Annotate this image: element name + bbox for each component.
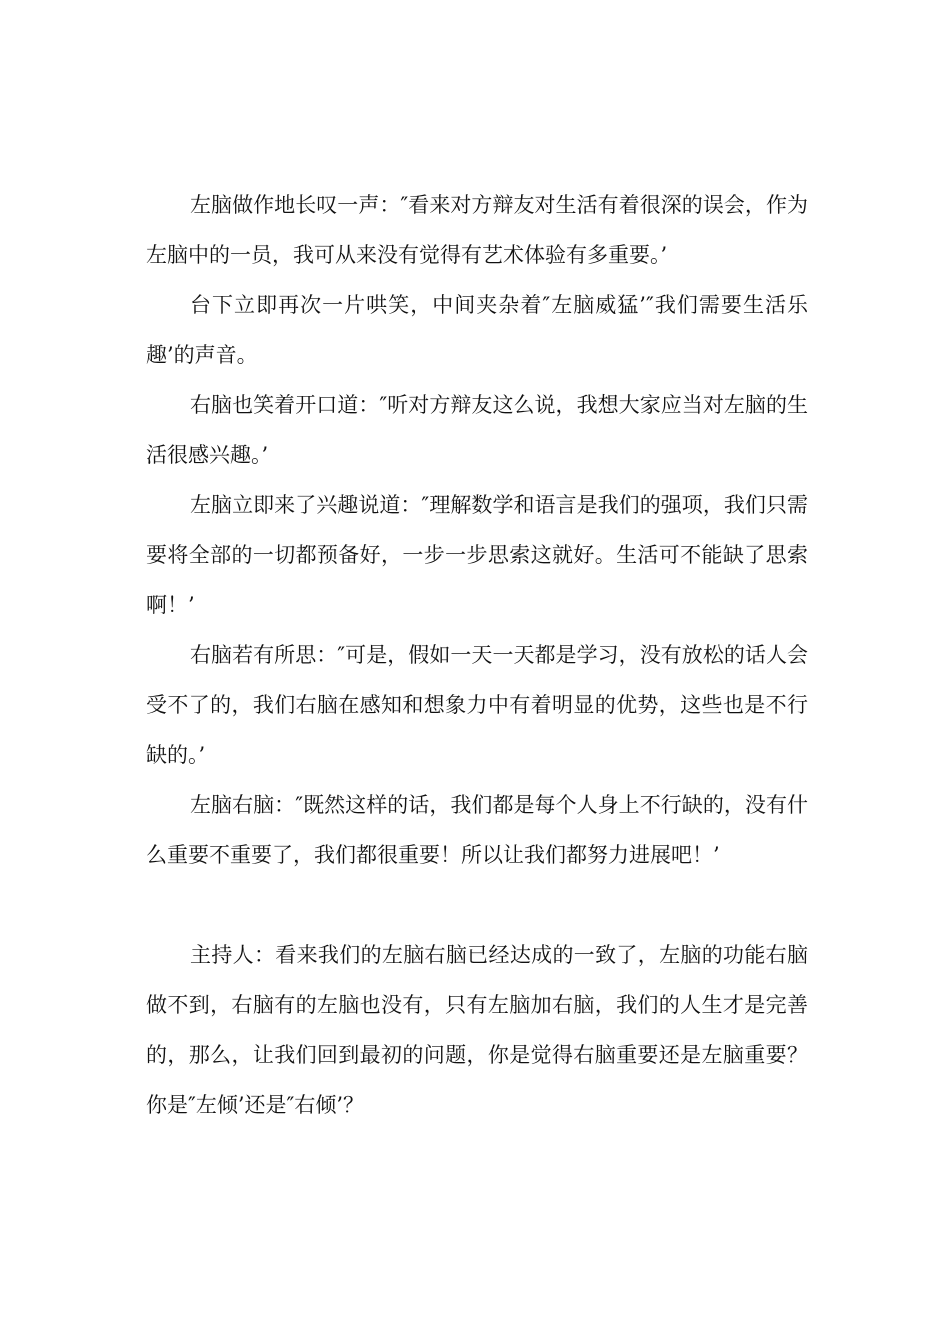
paragraph-audience-laughter: 台下立即再次一片哄笑，中间夹杂着″左脑威猛’″我们需要生活乐趣’的声音。: [146, 293, 808, 367]
paragraph-right-brain-reply: 右脑也笑着开口道：″听对方辩友这么说，我想大家应当对左脑的生活很感兴趣。’: [146, 393, 808, 467]
document-body: [146, 180, 808, 1130]
paragraph-gap: [146, 880, 808, 930]
paragraph-left-brain-sigh: 左脑做作地长叹一声：″看来对方辩友对生活有着很深的误会，作为左脑中的一员，我可从来没有觉得有艺术体验有多重要。’: [146, 193, 808, 267]
paragraph-host: 主持人：看来我们的左脑右脑已经达成的一致了，左脑的功能右脑做不到，右脑有的左脑也没有，只有左脑加右脑，我们的人生才是完善的，那么，让我们回到最初的问题，你是觉得右脑重要还是左脑重要？你是″左倾’还是″右倾’？: [146, 943, 808, 1117]
paragraph-right-brain-thought: 右脑若有所思：″可是，假如一天一天都是学习，没有放松的话人会受不了的，我们右脑在感知和想象力中有着明显的优势，这些也是不行缺的。’: [146, 643, 808, 767]
paragraph-both-brains: 左脑右脑：″既然这样的话，我们都是每个人身上不行缺的，没有什么重要不重要了，我们都很重要！所以让我们都努力进展吧！’: [146, 793, 808, 867]
paragraph-left-brain-math: 左脑立即来了兴趣说道：″理解数学和语言是我们的强项，我们只需要将全部的一切都预备好，一步一步思索这就好。生活可不能缺了思索啊！’: [146, 493, 808, 617]
